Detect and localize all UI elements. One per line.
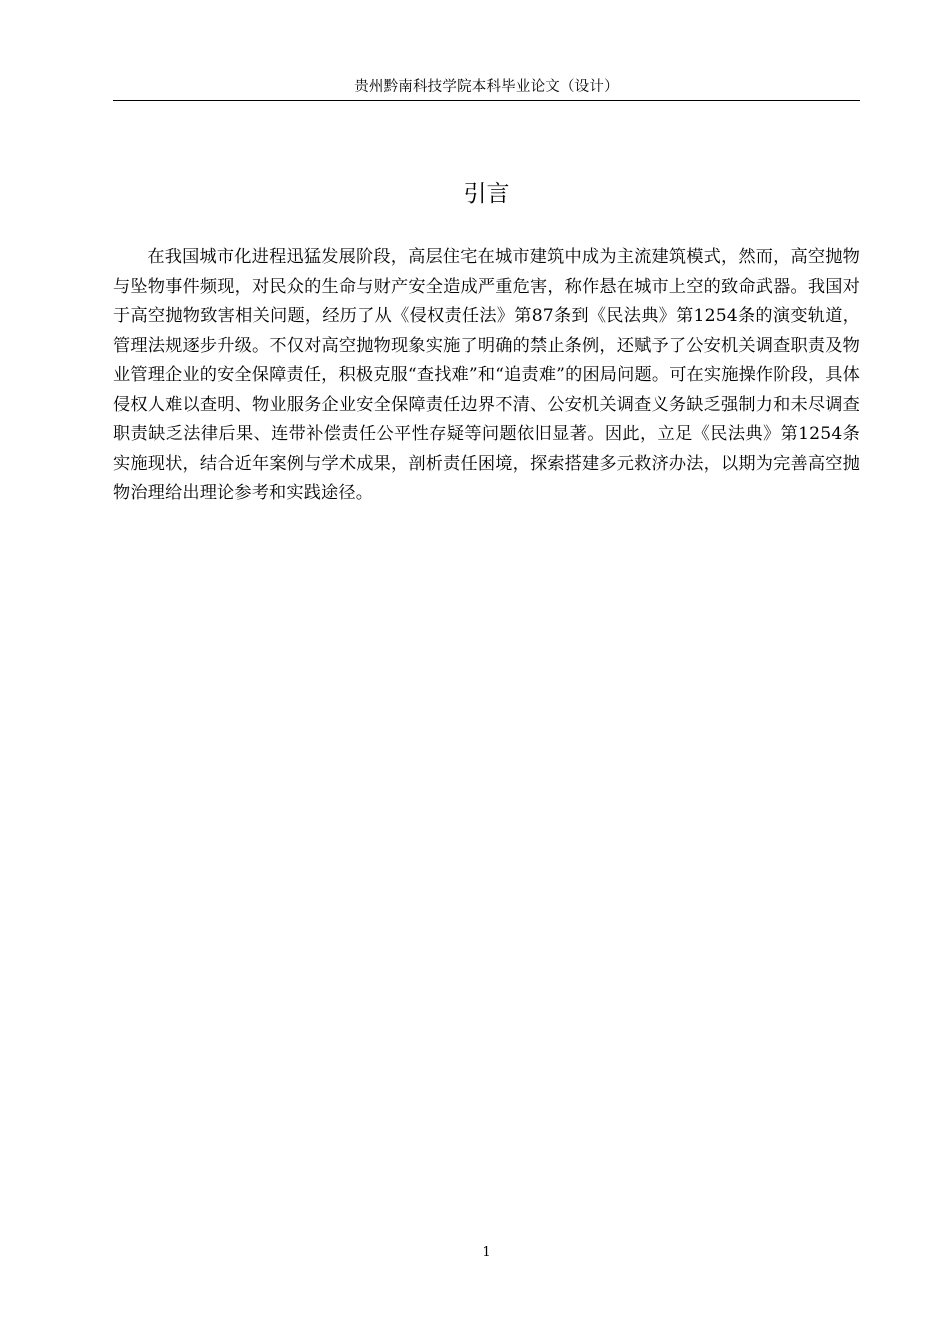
page-header — [113, 76, 860, 101]
page-number: 1 — [482, 1245, 491, 1260]
body-paragraph: 在我国城市化进程迅猛发展阶段，高层住宅在城市建筑中成为主流建筑模式，然而，高空抛物与坠物事件频现，对民众的生命与财产安全造成严重危害，称作悬在城市上空的致命武器。我国对于高空抛物致害相关问题，经历了从《侵权责任法》第87条到《民法典》第1254条的演变轨道，管理法规逐步升级。不仅对高空抛物现象实施了明确的禁止条例，还赋予了公安机关调查职责及物业管理企业的安全保障责任，积极克服“查找难”和“追责难”的困局问题。可在实施操作阶段，具体侵权人难以查明、物业服务企业安全保障责任边界不清、公安机关调查义务缺乏强制力和未尽调查职责缺乏法律后果、连带补偿责任公平性存疑等问题依旧显著。因此，立足《民法典》第1254条实施现状，结合近年案例与学术成果，剖析责任困境，探索搭建多元救济办法，以期为完善高空抛物治理给出理论参考和实践途径。 — [113, 247, 860, 503]
running-title: 贵州黔南科技学院本科毕业论文（设计） — [354, 79, 619, 95]
section-title: 引言 — [463, 181, 510, 207]
